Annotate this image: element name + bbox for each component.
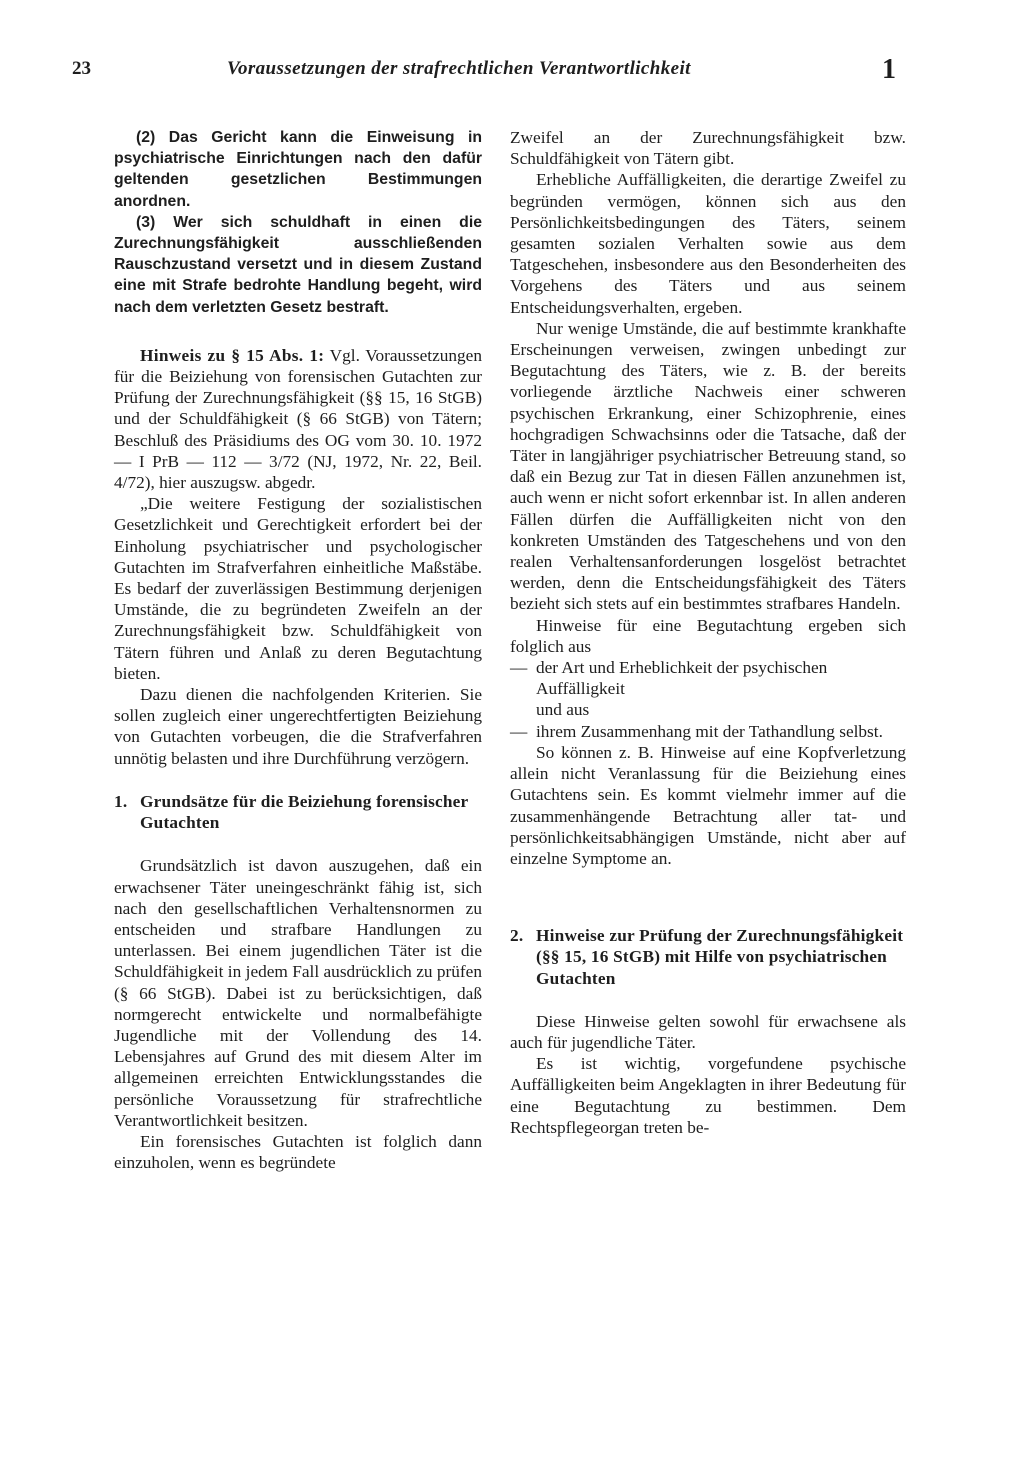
law-paragraph-2: (2) Das Gericht kann die Einweisung in psychiatrische Einrichtungen nach den dafür geltenden gesetzlichen Bestimmungen anordnen. <box>114 129 482 210</box>
running-title: Voraussetzungen der strafrechtlichen Verantwortlichkeit <box>227 58 691 79</box>
spacer <box>114 769 482 791</box>
spacer <box>114 833 482 855</box>
law-paragraph-3: (3) Wer sich schuldhaft in einen die Zurechnungsfähigkeit ausschließenden Rauschzustand versetzt und in diesem Zustand eine mit Strafe bedrohte Handlung begeht, wird nach dem verletzten Gesetz bestraft. <box>114 213 482 316</box>
so-paragraph: So können z. B. Hinweise auf eine Kopfverletzung allein nicht Veranlassung für die Beiziehung eines Gutachtens sein. Es kommt vielmehr immer auf die zusammenhängende Betrachtung aller tat- und persönlichkeitsabhängigen Umstände, nicht aber auf einzelne Symptome an. <box>510 742 906 868</box>
section-title: Hinweise zur Prüfung der Zurechnungsfähigkeit (§§ 15, 16 StGB) mit Hilfe von psychiatrischen Gutachten <box>536 926 904 988</box>
list-dash <box>510 699 536 720</box>
running-header <box>72 54 900 98</box>
list-item-text: ihrem Zusammenhang mit der Tathandlung selbst. <box>536 721 883 741</box>
continued-paragraph: Zweifel an der Zurechnungsfähigkeit bzw. Schuldfähigkeit von Tätern gibt. <box>510 128 906 169</box>
hinweise-paragraph: Hinweise für eine Begutachtung ergeben sich folglich aus <box>510 615 906 656</box>
section-heading-2 <box>510 925 906 989</box>
erheblich-paragraph: Erhebliche Auffälligkeiten, die derartige Zweifel zu begründen vermögen, können sich aus den Persönlichkeitsbedingungen des Täters, seinem gesamten sozialen Verhalten sowie aus dem Tatgeschehen, insbesondere aus den Besonderheiten des Vorgehens des Täters und aus seinem Entscheidungsverhalten, ergeben. <box>510 170 906 317</box>
forensisch-paragraph: Ein forensisches Gutachten ist folglich dann einzuholen, wenn es begründete <box>114 1131 482 1173</box>
page-number: 23 <box>72 58 91 79</box>
section-title: Grundsätze für die Beiziehung forensischer Gutachten <box>140 791 469 833</box>
hinweis-paragraph <box>114 345 482 493</box>
left-column <box>114 127 482 1173</box>
dazu-paragraph: Dazu dienen die nachfolgenden Kriterien. Sie sollen zugleich einer ungerechtfertigten Beiziehung von Gutachten vorbeugen, die die Strafverfahren unnötig belasten und ihre Durchführung verzögern. <box>114 685 482 768</box>
diese-paragraph: Diese Hinweise gelten sowohl für erwachsene als auch für jugendliche Täter. <box>510 1011 906 1052</box>
spacer <box>510 869 906 925</box>
nur-paragraph: Nur wenige Umstände, die auf bestimmte krankhafte Erscheinungen verweisen, zwingen unbedingt zur Begutachtung des Täters, wie z. B. der bereits vorliegende ärztliche Nachweis einer schweren psychischen Erkrankung, einer Schizophrenie, eines hochgradigen Schwachsinns oder die Tatsache, daß der Täter in langjähriger psychiatrischer Betreuung stand, so daß ein Bezug zur Tat in diesen Fällen anzunehmen ist, auch wenn er nicht sofort erkennbar ist. In allen anderen Fällen dürfen die Auffälligkeiten nicht von den konkreten Umständen des Tatgeschehens und von den realen Verhaltensanforderungen losgelöst betrachtet werden, denn die Entscheidungsfähigkeit des Täters bezieht sich stets auf ein bestimmtes strafbares Handeln. <box>510 318 906 614</box>
list-dash: — <box>510 721 528 741</box>
hinweis-label: Hinweis zu § 15 Abs. 1: <box>140 345 325 365</box>
list-item-text: der Art und Erheblichkeit der psychischen Auffälligkeit <box>536 658 828 699</box>
chapter-number: 1 <box>882 54 896 85</box>
section-heading-1 <box>114 791 482 833</box>
spacer <box>114 318 482 345</box>
grundsatz-paragraph: Grundsätzlich ist davon auszugehen, daß ein erwachsener Täter uneingeschränkt fähig ist, sich nach den gesellschaftlichen Verhaltensnormen zu entscheiden und strafbare Handlungen zu unterlassen. Bei einem jugendlichen Täter ist die Schuldfähigkeit in jedem Fall ausdrücklich zu prüfen (§ 66 StGB). Dabei ist zu berücksichtigen, daß normgerecht entwickelte und normalbefähigte Jugendliche mit der Vollendung des 14. Lebensjahres auf Grund des mit diesem Alter im allgemeinen erreichten Entwicklungsstandes die persönliche Voraussetzung für strafrechtliche Verantwortlichkeit besitzen. <box>114 856 482 1130</box>
wichtig-paragraph: Es ist wichtig, vorgefundene psychische Auffälligkeiten beim Angeklagten in ihrer Bedeutung für eine Begutachtung zu bestimmen. Dem Rechtspflegeorgan treten be- <box>510 1054 906 1137</box>
spacer <box>510 989 906 1011</box>
list-dash: — <box>510 658 528 678</box>
section-number: 2. <box>510 926 524 946</box>
list-item <box>510 657 906 699</box>
list-item <box>510 699 906 720</box>
right-column <box>510 127 906 1138</box>
quote-paragraph: „Die weitere Festigung der sozialistischen Gesetzlichkeit und Gerechtigkeit erfordert bei der Einholung psychiatrischer und psychologischer Gutachten im Strafverfahren einheitliche Maßstäbe. Es bedarf der zuverlässigen Bestimmung derjenigen Umstände, die zu begründeten Zweifeln an der Zurechnungsfähigkeit bzw. Schuldfähigkeit von Tätern führen und Anlaß zu deren Begutachtung bieten. <box>114 494 482 683</box>
list-item-text: und aus <box>536 700 590 720</box>
hinweis-text: Vgl. Voraussetzungen für die Beiziehung von forensischen Gutachten zur Prüfung der Zurechnungsfähigkeit (§§ 15, 16 StGB) und der Schuldfähigkeit (§ 66 StGB) von Tätern; Beschluß des Präsidiums des OG vom 30. 10. 1972 — I PrB — 112 — 3/72 (NJ, 1972, Nr. 22, Beil. 4/72), hier auszugsw. abgedr. <box>114 345 482 493</box>
section-number: 1. <box>114 791 128 811</box>
list-item <box>510 721 906 742</box>
